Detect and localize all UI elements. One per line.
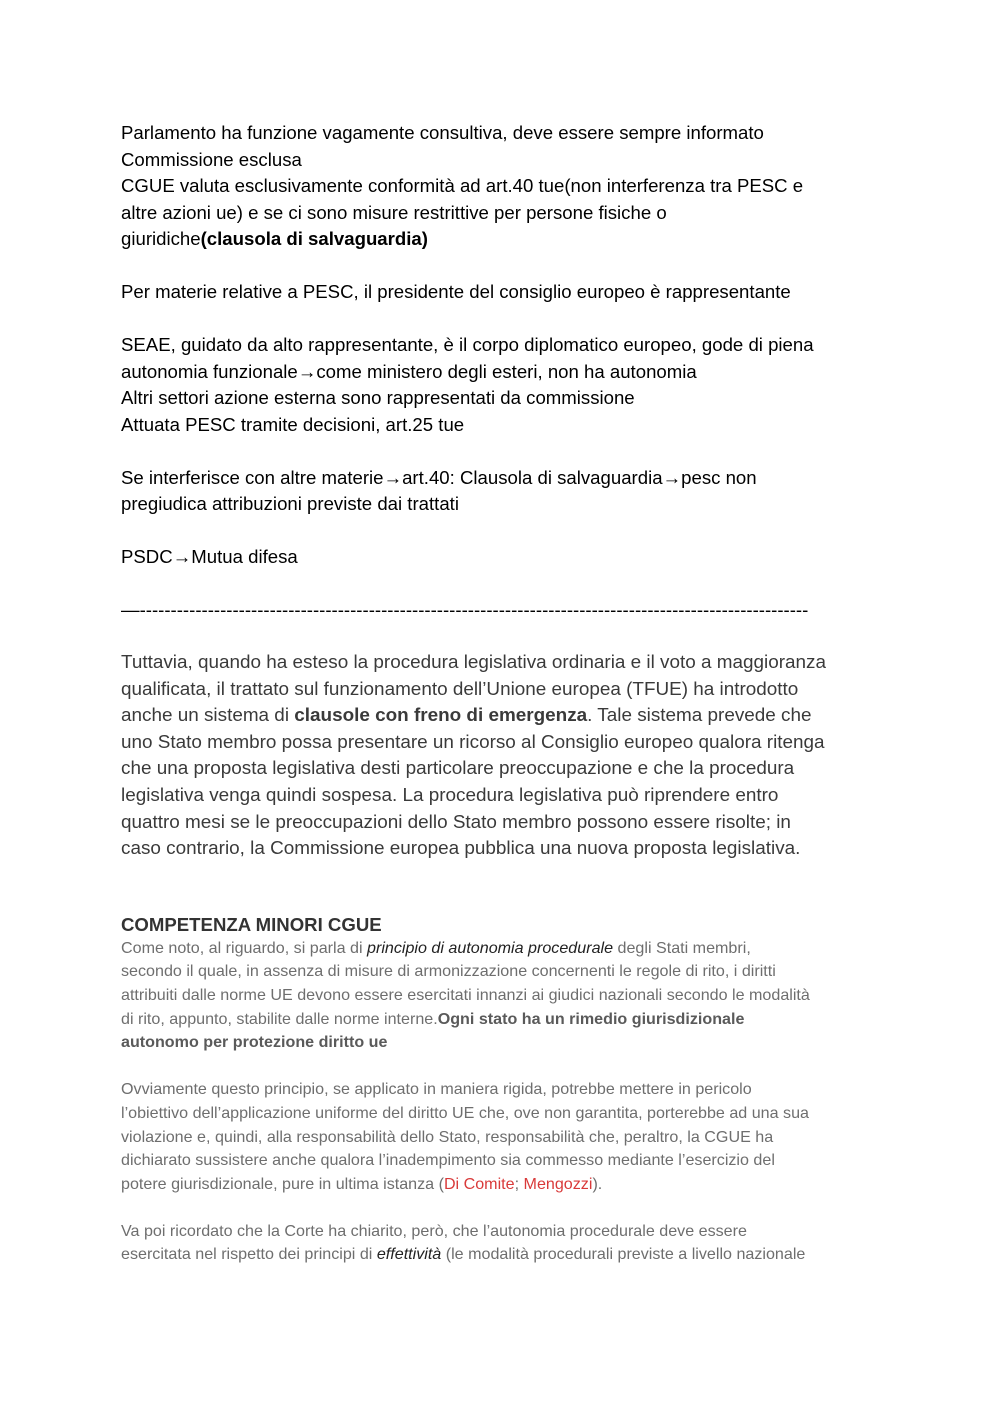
- paragraph-uniform-application: [121, 1078, 881, 1196]
- text-line: Tuttavia, quando ha esteso la procedura legislativa ordinaria e il voto a maggioranza: [121, 652, 826, 673]
- paragraph-effectiveness: [121, 1220, 881, 1267]
- text-line: attribuiti dalle norme UE devono essere esercitati innanzi ai giudici nazionali secondo le modalità: [121, 985, 810, 1004]
- italic-text: principio di autonomia procedurale: [367, 938, 614, 957]
- paragraph-psdc: [121, 544, 881, 571]
- bold-text: (clausola di salvaguardia): [200, 228, 428, 249]
- text-line: [121, 1173, 881, 1197]
- text-span: . Tale sistema prevede che: [587, 705, 812, 727]
- text-line: Parlamento ha funzione vagamente consultiva, deve essere sempre informato: [121, 122, 764, 143]
- text-span: ;: [514, 1174, 524, 1193]
- italic-text: effettività: [376, 1245, 442, 1264]
- text-line: [121, 937, 881, 961]
- text-line: [121, 226, 881, 253]
- paragraph-pesc-roles: [121, 120, 881, 253]
- text-span: (le modalità procedurali previste a livello nazionale: [441, 1245, 806, 1264]
- separator-line: —------------------------------------------------------------------------------------------------------------: [121, 599, 809, 620]
- text-line: Attuata PESC tramite decisioni, art.25 tue: [121, 413, 465, 435]
- text-span: potere giurisdizionale, pure in ultima istanza (: [121, 1174, 444, 1193]
- paragraph-president: [121, 279, 881, 306]
- text-line: [121, 703, 881, 730]
- text-line: [121, 1008, 881, 1032]
- text-line: PSDC→Mutua difesa: [121, 546, 298, 567]
- text-line: Commissione esclusa: [121, 148, 302, 170]
- text-line: secondo il quale, in assenza di misure di armonizzazione concernenti le regole di rito, i diritti: [121, 962, 776, 981]
- text-span: anche un sistema di: [121, 705, 295, 727]
- paragraph-procedural-autonomy: [121, 937, 881, 1055]
- text-line: l’obiettivo dell’applicazione uniforme del diritto UE che, ove non garantita, porterebbe ad una sua: [121, 1103, 809, 1122]
- section-heading: COMPETENZA MINORI CGUE: [121, 913, 382, 935]
- text-line: violazione e, quindi, alla responsabilità dello Stato, responsabilità che, peraltro, la CGUE ha: [121, 1127, 774, 1146]
- text-line: caso contrario, la Commissione europea pubblica una nuova proposta legislativa.: [121, 838, 801, 860]
- paragraph-emergency-brake: [121, 650, 881, 863]
- link-di-comite[interactable]: Di Comite: [443, 1174, 515, 1193]
- link-mengozzi[interactable]: Mengozzi: [523, 1174, 593, 1193]
- text-line: CGUE valuta esclusivamente conformità ad art.40 tue(non interferenza tra PESC e: [121, 175, 804, 196]
- text-line: pregiudica attribuzioni previste dai trattati: [121, 493, 459, 514]
- text-line: SEAE, guidato da alto rappresentante, è il corpo diplomatico europeo, gode di piena: [121, 334, 814, 355]
- bold-text: Ogni stato ha un rimedio giurisdizionale: [437, 1009, 745, 1028]
- text-line: legislativa venga quindi sospesa. La procedura legislativa può riprendere entro: [121, 784, 779, 806]
- text-line: [121, 1243, 881, 1267]
- bold-text: autonomo per protezione diritto ue: [121, 1033, 388, 1052]
- text-span: Come noto, al riguardo, si parla di: [121, 938, 368, 957]
- text-line: [121, 1031, 881, 1055]
- text-span: degli Stati membri,: [613, 938, 751, 957]
- text-line: Altri settori azione esterna sono rappresentati da commissione: [121, 387, 635, 408]
- text-line: Se interferisce con altre materie→art.40: Clausola di salvaguardia→pesc non: [121, 466, 757, 488]
- text-span: di rito, appunto, stabilite dalle norme interne.: [121, 1009, 438, 1028]
- text-span: giuridiche: [121, 228, 201, 249]
- text-span: ).: [592, 1174, 603, 1193]
- text-line: dichiarato sussistere anche qualora l’inadempimento sia commesso mediante l’esercizio del: [121, 1151, 775, 1170]
- paragraph-seae: [121, 332, 881, 438]
- bold-text: clausole con freno di emergenza: [294, 705, 588, 727]
- document-page: [121, 120, 881, 1267]
- text-line: quattro mesi se le preoccupazioni dello Stato membro possono essere risolte; in: [121, 811, 791, 833]
- text-line: qualificata, il trattato sul funzionamento dell’Unione europea (TFUE) ha introdotto: [121, 678, 799, 700]
- text-line: Ovviamente questo principio, se applicato in maniera rigida, potrebbe mettere in pericolo: [121, 1080, 752, 1099]
- text-span: esercitata nel rispetto dei principi di: [121, 1245, 377, 1264]
- text-line: altre azioni ue) e se ci sono misure restrittive per persone fisiche o: [121, 201, 667, 223]
- paragraph-art40: [121, 465, 881, 518]
- text-line: Va poi ricordato che la Corte ha chiarito, però, che l’autonomia procedurale deve essere: [121, 1221, 747, 1240]
- text-line: Per materie relative a PESC, il presidente del consiglio europeo è rappresentante: [121, 281, 791, 302]
- text-line: uno Stato membro possa presentare un ricorso al Consiglio europeo qualora ritenga: [121, 731, 825, 753]
- text-line: autonomia funzionale→come ministero degli esteri, non ha autonomia: [121, 360, 697, 382]
- text-line: che una proposta legislativa desti particolare preoccupazione e che la procedura: [121, 758, 795, 780]
